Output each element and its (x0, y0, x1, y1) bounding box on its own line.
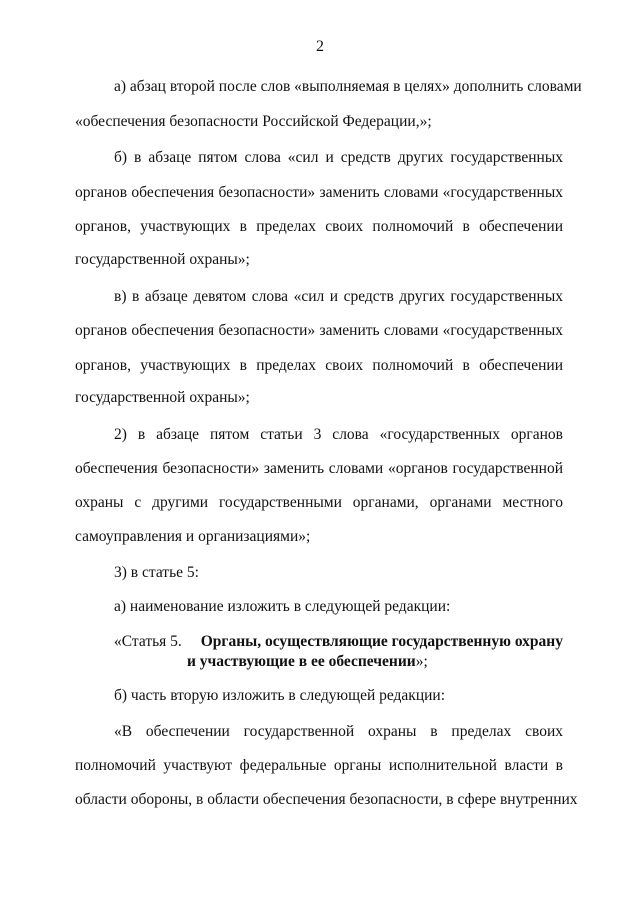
text-line: охраны с другими государственными органами, органами местного (75, 494, 563, 511)
text-line: государственной охраны»; (75, 251, 250, 268)
article-heading (114, 632, 563, 672)
article-heading-row-2 (114, 652, 563, 672)
page-number: 2 (316, 38, 324, 55)
text-line: органов, участвующих в пределах своих полномочий в обеспечении (75, 218, 563, 235)
article-prefix: «Статья 5. (114, 633, 182, 650)
text-line: органов обеспечения безопасности» заменить словами «государственных (75, 184, 563, 201)
article-title-line-2: и участвующие в ее обеспечении (187, 653, 416, 670)
text-line: органов, участвующих в пределах своих полномочий в обеспечении (75, 357, 563, 374)
text-line: 2) в абзаце пятом статьи 3 слова «государственных органов (114, 426, 563, 443)
text-line: обеспечения безопасности» заменить словами «органов государственной (75, 460, 563, 477)
text-line: б) часть вторую изложить в следующей редакции: (114, 687, 446, 704)
text-line: б) в абзаце пятом слова «сил и средств других государственных (114, 149, 563, 166)
article-heading-row-1 (114, 632, 563, 652)
text-line: в) в абзаце девятом слова «сил и средств других государственных (114, 288, 563, 305)
text-line: государственной охраны»; (75, 389, 250, 406)
text-line: области обороны, в области обеспечения безопасности, в сфере внутренних (75, 791, 578, 808)
text-line: органов обеспечения безопасности» заменить словами «государственных (75, 322, 563, 339)
article-suffix: »; (415, 653, 428, 670)
text-line: полномочий участвуют федеральные органы исполнительной власти в (75, 757, 563, 774)
text-line: а) абзац второй после слов «выполняемая в целях» дополнить словами (114, 78, 582, 95)
text-line: а) наименование изложить в следующей редакции: (114, 598, 451, 615)
text-line: «обеспечения безопасности Российской Федерации,»; (75, 113, 432, 130)
article-title-line-1: Органы, осуществляющие государственную охрану (200, 633, 563, 650)
text-line: 3) в статье 5: (114, 564, 199, 581)
text-line: самоуправления и организациями»; (75, 528, 311, 545)
text-line: «В обеспечении государственной охраны в пределах своих (114, 723, 563, 740)
